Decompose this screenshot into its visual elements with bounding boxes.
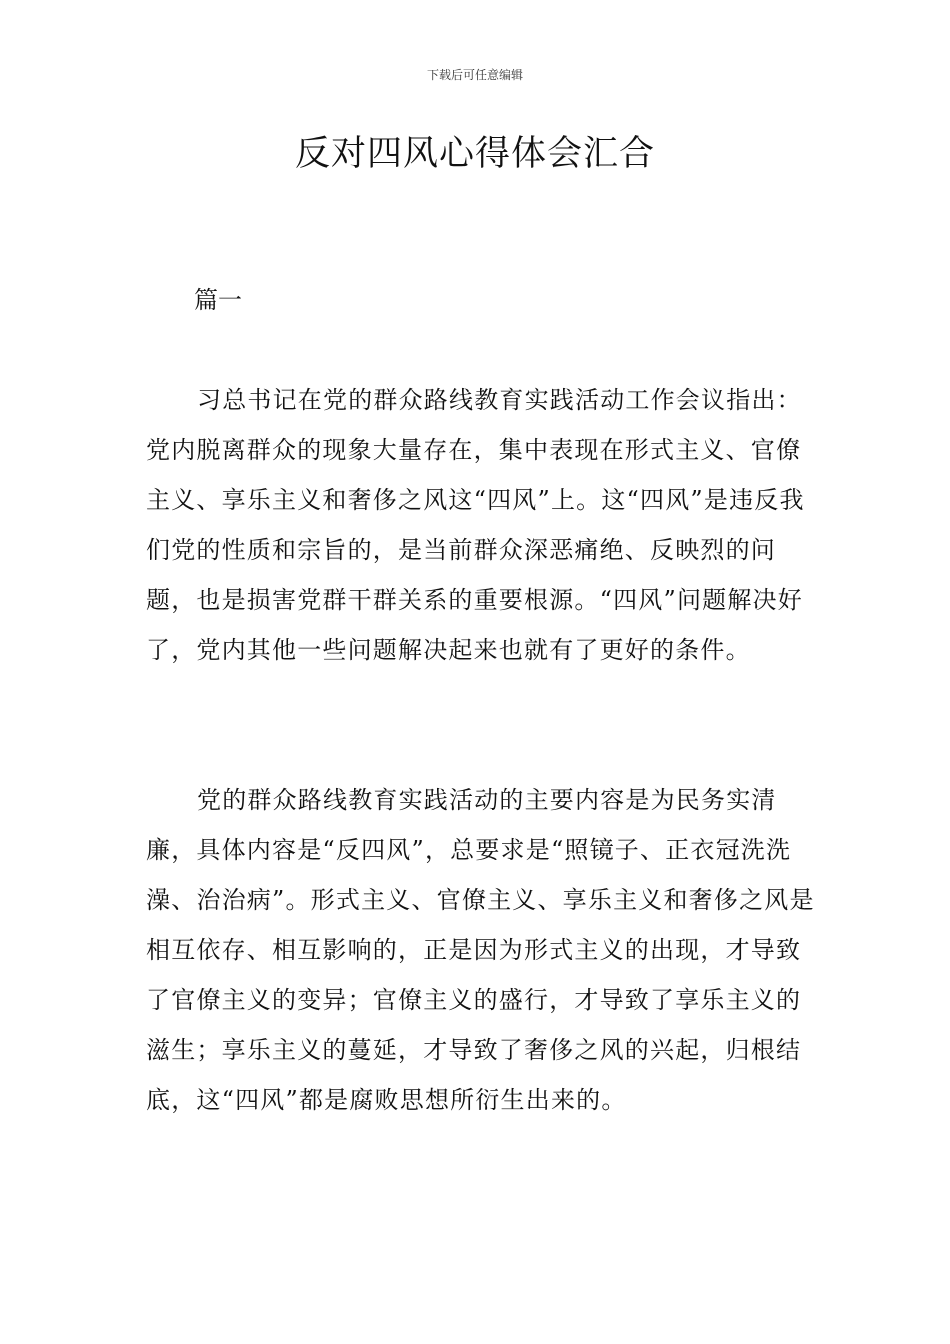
body-paragraph-1: 习总书记在党的群众路线教育实践活动工作会议指出：党内脱离群众的现象大量存在，集中表现在形式主义、官僚主义、享乐主义和奢侈之风这“四风”上。这“四风”是违反我们党的性质和宗旨的，是当前群众深恶痛绝、反映烈的问题，也是损害党群干群关系的重要根源。“四风”问题解决好了，党内其他一些问题解决起来也就有了更好的条件。 (146, 386, 805, 664)
section-label: 篇一 (194, 286, 242, 314)
header-note: 下载后可任意编辑 (426, 68, 523, 82)
body-paragraph-2: 党的群众路线教育实践活动的主要内容是为民务实清廉，具体内容是“反四风”，总要求是“照镜子、正衣冠洗洗澡、治治病”。形式主义、官僚主义、享乐主义和奢侈之风是相互依存、相互影响的，正是因为形式主义的出现，才导致了官僚主义的变异；官僚主义的盛行，才导致了享乐主义的滋生；享乐主义的蔓延，才导致了奢侈之风的兴起，归根结底，这“四风”都是腐败思想所衍生出来的。 (146, 786, 815, 1114)
document-title: 反对四风心得体会汇合 (294, 134, 655, 174)
